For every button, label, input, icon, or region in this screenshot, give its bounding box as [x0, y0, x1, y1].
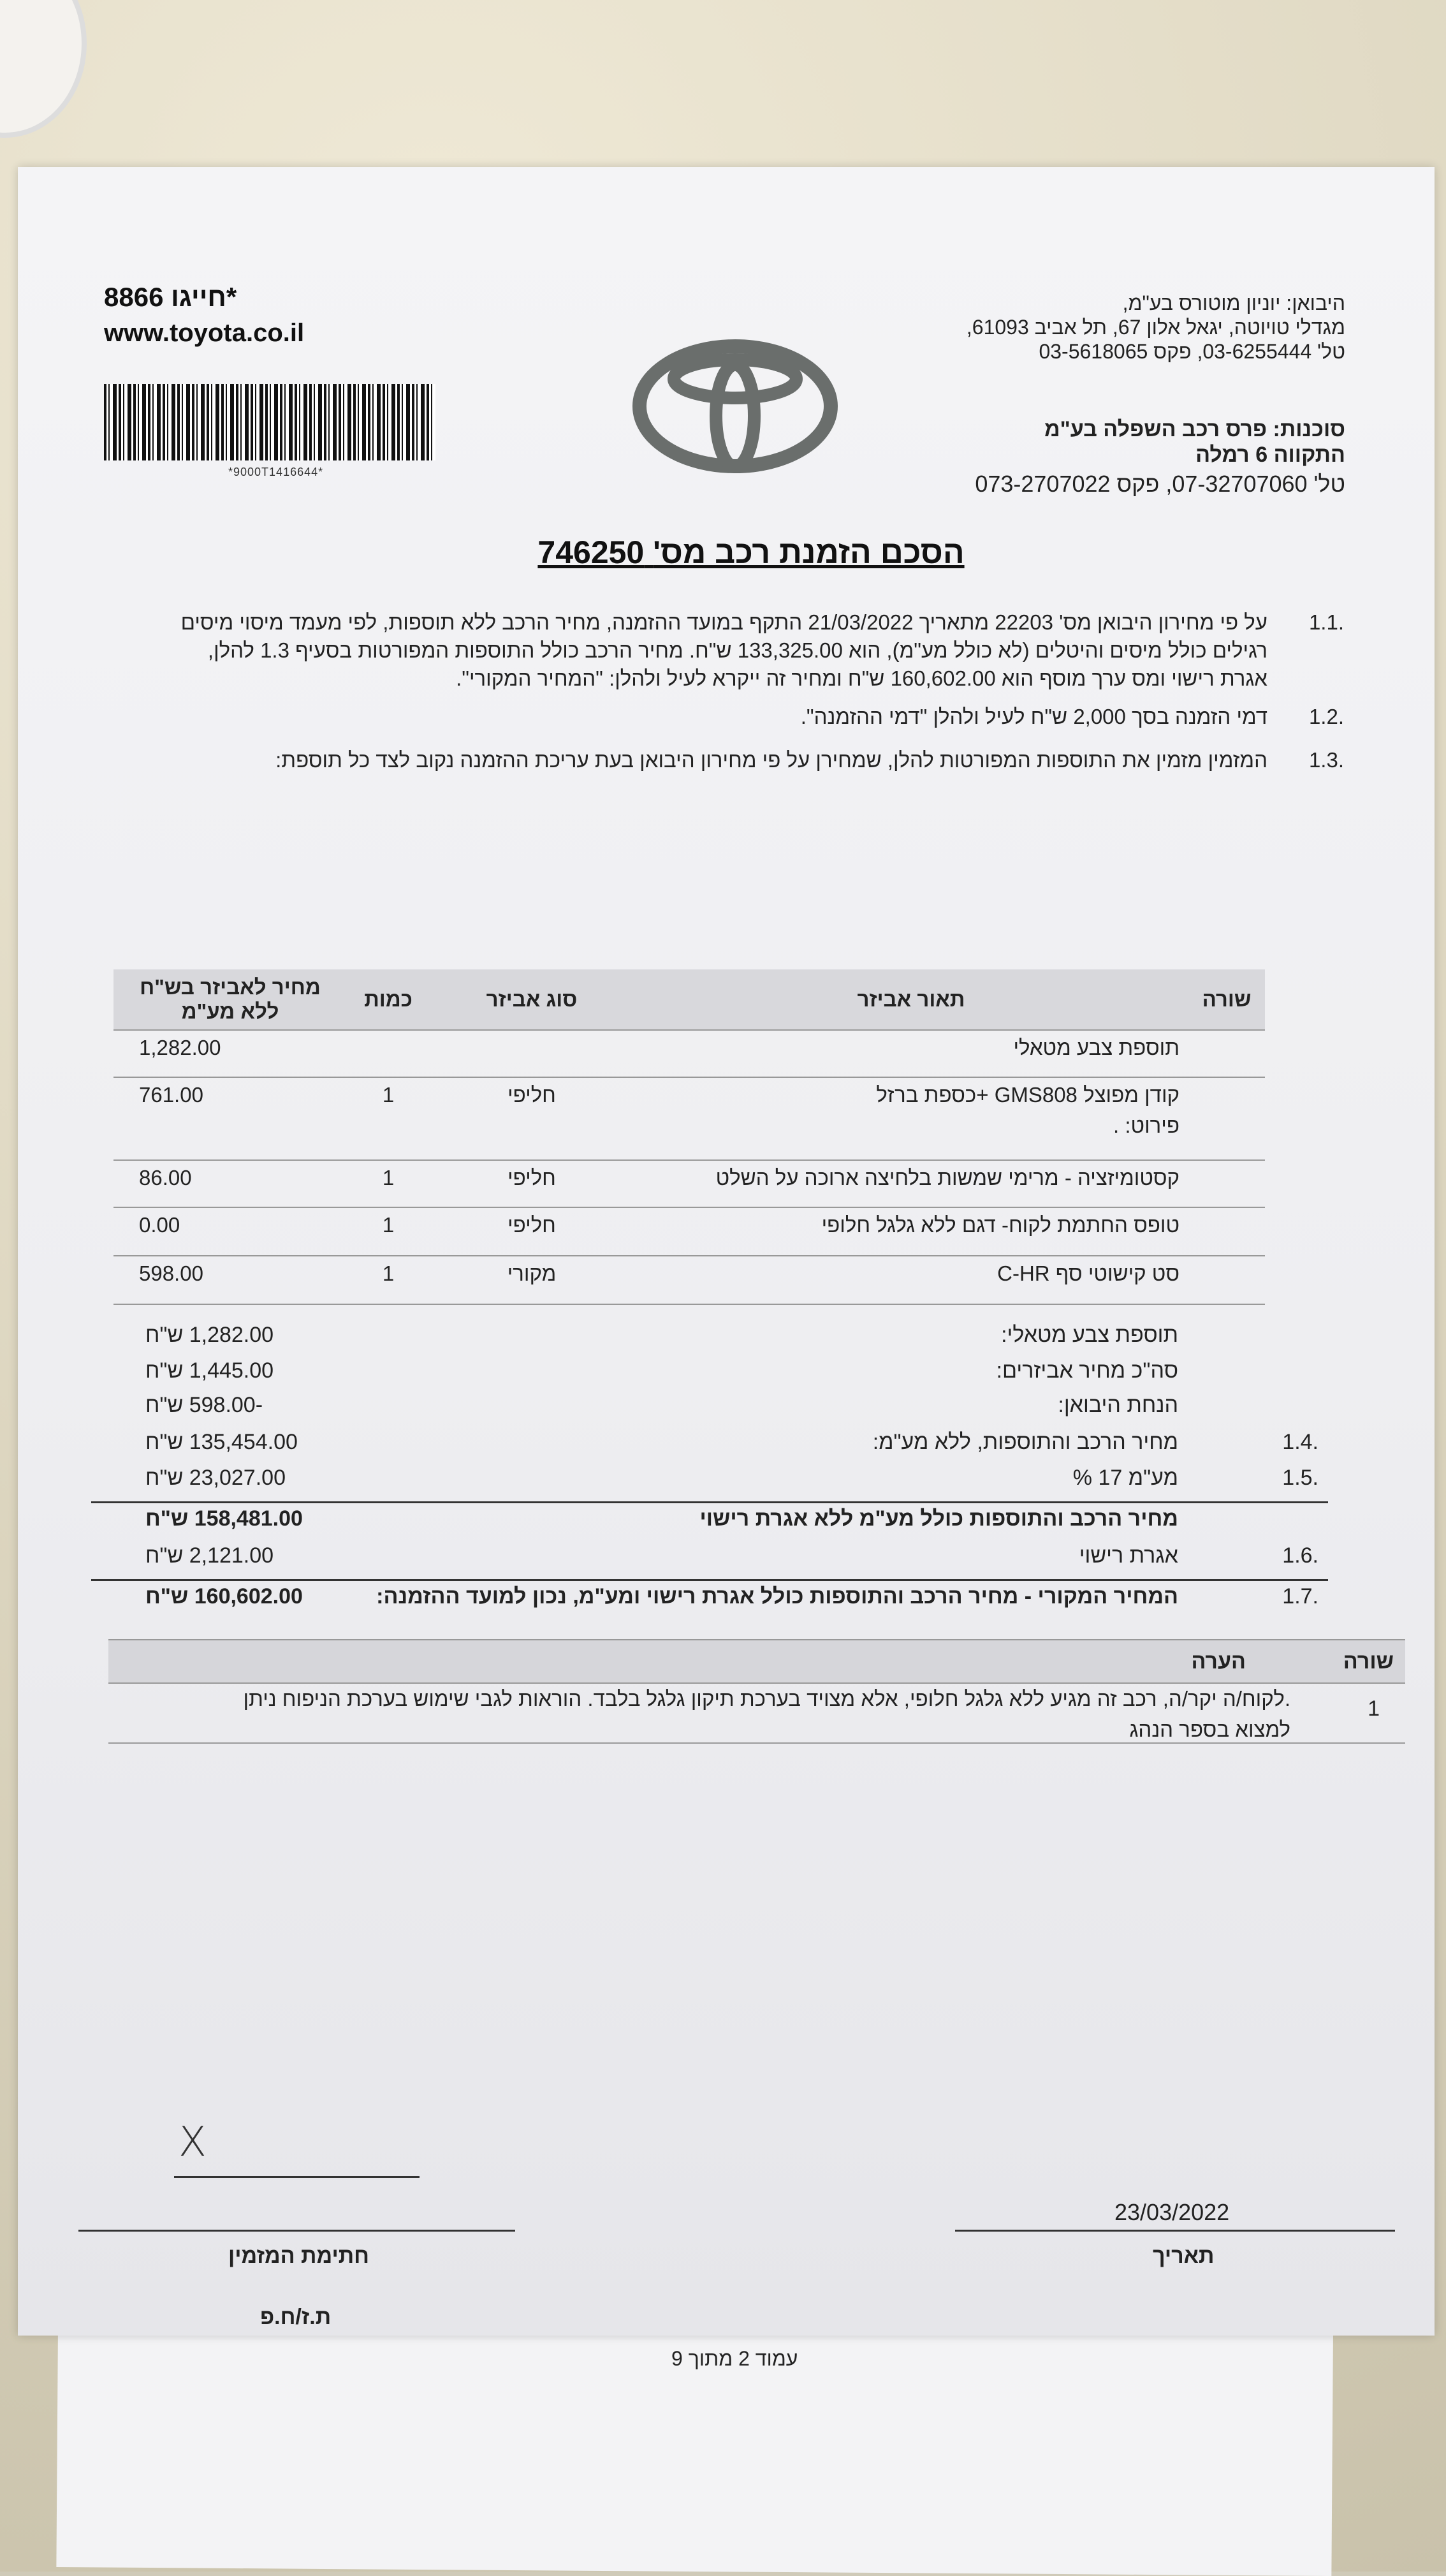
clause-1-1	[94, 608, 1344, 693]
summary-divider	[91, 1501, 1328, 1503]
summary-value: 2,121.00 ש"ח	[145, 1543, 274, 1568]
summary-value: 158,481.00 ש"ח	[145, 1506, 303, 1531]
barcode-number: *9000T1416644*	[228, 466, 324, 478]
website-link[interactable]: www.toyota.co.il	[104, 319, 305, 347]
col-header-type: סוג אביזר	[430, 969, 634, 1030]
accessory-price: 86.00	[113, 1160, 347, 1207]
note-line-1: .לקוח/ה יקר/ה, רכב זה מגיע ללא גלגל חלופי, אלא מצויד בערכת תיקון גלגל בלבד. הוראות לגבי שימוש בערכת הניפוח ניתן	[243, 1687, 1290, 1711]
accessory-price: 0.00	[113, 1207, 347, 1256]
accessory-desc	[634, 1077, 1188, 1160]
accessory-price: 761.00	[113, 1077, 347, 1160]
table-row	[113, 1030, 1265, 1077]
clause-1-3	[94, 746, 1344, 774]
accessory-type: חליפי	[430, 1207, 634, 1256]
accessory-type: חליפי	[430, 1160, 634, 1207]
notes-row-number: 1	[1368, 1696, 1380, 1721]
summary-label: מחיר הרכב והתוספות כולל מע"מ ללא אגרת רישוי	[699, 1506, 1178, 1531]
clause-number: 1.3.	[1308, 748, 1344, 772]
accessory-price: 598.00	[113, 1256, 347, 1304]
accessory-desc: סט קישוטי סף C-HR	[634, 1256, 1188, 1304]
summary-label: תוספת צבע מטאלי:	[1001, 1323, 1178, 1347]
clause-1-1-line-1: על פי מחירון היבואן מס' 22203 מתאריך 21/03/2022 התקף במועד ההזמנה, מחיר הרכב ללא תוספות, לפי מעמד מיסוי מיסים	[180, 610, 1267, 634]
accessory-qty: 1	[347, 1077, 430, 1160]
note-line-2: למצוא בספר הנהג	[1129, 1718, 1290, 1741]
col-header-price-line-2: ללא מע"מ	[181, 999, 279, 1023]
summary-value: 23,027.00 ש"ח	[145, 1466, 286, 1490]
importer-line-2: מגדלי טויוטה, יגאל אלון 67, תל אביב 61093,	[966, 316, 1345, 339]
accessory-desc: תוספת צבע מטאלי	[634, 1030, 1188, 1077]
summary-divider	[91, 1579, 1328, 1581]
table-row	[113, 1207, 1265, 1256]
accessory-desc-line-1: קודן מפוצל GMS808 +כספת ברזל	[876, 1083, 1179, 1107]
date-line	[955, 2230, 1395, 2232]
agency-line-2: התקווה 6 רמלה	[1195, 443, 1345, 467]
table-row	[113, 1077, 1265, 1160]
notes-header	[108, 1639, 1405, 1684]
col-header-desc: תאור אביזר	[634, 969, 1188, 1030]
accessory-qty	[347, 1030, 430, 1077]
summary-label: הנחת היבואן:	[1058, 1393, 1178, 1417]
date-label: תאריך	[1153, 2244, 1215, 2268]
title-prefix: הסכם הזמנת רכב מס'	[653, 534, 965, 570]
importer-line-3: טל' 03-6255444, פקס 03-5618065	[1039, 340, 1345, 363]
summary-value: -598.00 ש"ח	[145, 1393, 263, 1417]
signature-x-line	[174, 2176, 420, 2178]
summary-label: סה"כ מחיר אביזרים:	[996, 1358, 1178, 1383]
signature-x-mark: X	[179, 2119, 207, 2166]
accessory-qty: 1	[347, 1160, 430, 1207]
order-number: 746250	[537, 534, 645, 570]
summary-subtotal	[107, 1506, 1318, 1538]
table-row	[113, 1256, 1265, 1304]
notes-row	[108, 1684, 1405, 1744]
clause-1-2-text: דמי הזמנה בסך 2,000 ש"ח לעיל ולהלן "דמי ההזמנה".	[800, 705, 1267, 728]
accessory-type: חליפי	[430, 1077, 634, 1160]
accessory-price: 1,282.00	[113, 1030, 347, 1077]
barcode	[104, 384, 435, 460]
accessory-desc: קסטומיזציה - מרימי שמשות בלחיצה ארוכה על השלט	[634, 1160, 1188, 1207]
accessory-type	[430, 1030, 634, 1077]
importer-line-1: היבואן: יוניון מוטורס בע"מ,	[1122, 291, 1345, 314]
accessory-desc-line-2: פירוט: .	[1113, 1114, 1179, 1137]
note-text	[124, 1684, 1290, 1745]
accessory-qty: 1	[347, 1256, 430, 1304]
clause-1-7	[107, 1584, 1318, 1616]
notes-col-row: שורה	[1343, 1649, 1394, 1674]
col-header-qty: כמות	[347, 969, 430, 1030]
agency-line-1: סוכנות: פרס רכב השפלה בע"מ	[1044, 417, 1345, 441]
clause-1-4	[107, 1430, 1318, 1462]
page-title	[464, 534, 1038, 571]
clause-number: 1.1.	[1308, 610, 1344, 634]
summary-label: אגרת רישוי	[1079, 1543, 1178, 1568]
summary-value: 1,282.00 ש"ח	[145, 1323, 274, 1347]
clause-1-1-line-2: רגילים כולל מיסים והיטלים (לא כולל מע"מ), הוא 133,325.00 ש"ח. מחיר הרכב כולל התוספות המפורטות בסעיף 1.3 להלן,	[207, 638, 1267, 662]
accessory-qty: 1	[347, 1207, 430, 1256]
summary-label: מחיר הרכב והתוספות, ללא מע"מ:	[872, 1430, 1178, 1454]
clause-number: 1.2.	[1308, 705, 1344, 728]
clause-1-1-line-3: אגרת רישוי ומס ערך מוסף הוא 160,602.00 ש"ח ומחיר זה ייקרא לעיל ולהלן: "המחיר המקורי".	[456, 666, 1267, 690]
page-number: עמוד 2 מתוך 9	[671, 2347, 798, 2370]
summary-label: המחיר המקורי - מחיר הרכב והתוספות כולל אגרת רישוי ומע"מ, נכון למועד ההזמנה:	[376, 1584, 1178, 1608]
id-label: ת.ז/ח.פ	[260, 2305, 332, 2329]
accessory-desc: טופס החתמת לקוח- דגם ללא גלגל חלופי	[634, 1207, 1188, 1256]
accessories-table	[113, 969, 1265, 1305]
summary-label: מע"מ 17 %	[1072, 1466, 1178, 1490]
agency-line-3: טל' 07-32707060, פקס 073-2707022	[975, 471, 1345, 497]
accessory-type: מקורי	[430, 1256, 634, 1304]
signer-line	[78, 2230, 515, 2232]
table-header-row	[113, 969, 1265, 1030]
clause-1-3-text: המזמין מזמין את התוספות המפורטות להלן, שמחירן על פי מחירון היבואן בעת עריכת ההזמנה נקוב לצד כל תוספת:	[275, 748, 1267, 772]
clause-1-2	[94, 703, 1344, 731]
summary-metallic	[107, 1323, 1318, 1355]
date-value: 23/03/2022	[1114, 2199, 1230, 2225]
summary-value: 1,445.00 ש"ח	[145, 1358, 274, 1383]
clause-number: 1.5.	[1282, 1466, 1318, 1490]
notes-col-note: הערה	[1191, 1649, 1246, 1674]
col-header-price-line-1: מחיר לאביזר בש"ח	[140, 975, 321, 999]
summary-value: 160,602.00 ש"ח	[145, 1584, 303, 1608]
summary-accessories-total	[107, 1358, 1318, 1390]
summary-discount	[107, 1393, 1318, 1425]
col-header-row: שורה	[1188, 969, 1265, 1030]
clause-number: 1.6.	[1282, 1543, 1318, 1568]
table-row	[113, 1160, 1265, 1207]
clause-number: 1.4.	[1282, 1430, 1318, 1454]
clause-number: 1.7.	[1282, 1584, 1318, 1608]
clause-1-6	[107, 1543, 1318, 1575]
toyota-logo-icon	[630, 339, 840, 473]
signer-label: חתימת המזמין	[228, 2244, 369, 2268]
document-page	[18, 167, 1435, 2370]
hotline-number: חייגו 8866*	[104, 282, 237, 312]
clause-1-5	[107, 1466, 1318, 1498]
summary-value: 135,454.00 ש"ח	[145, 1430, 298, 1454]
col-header-price	[113, 969, 347, 1030]
